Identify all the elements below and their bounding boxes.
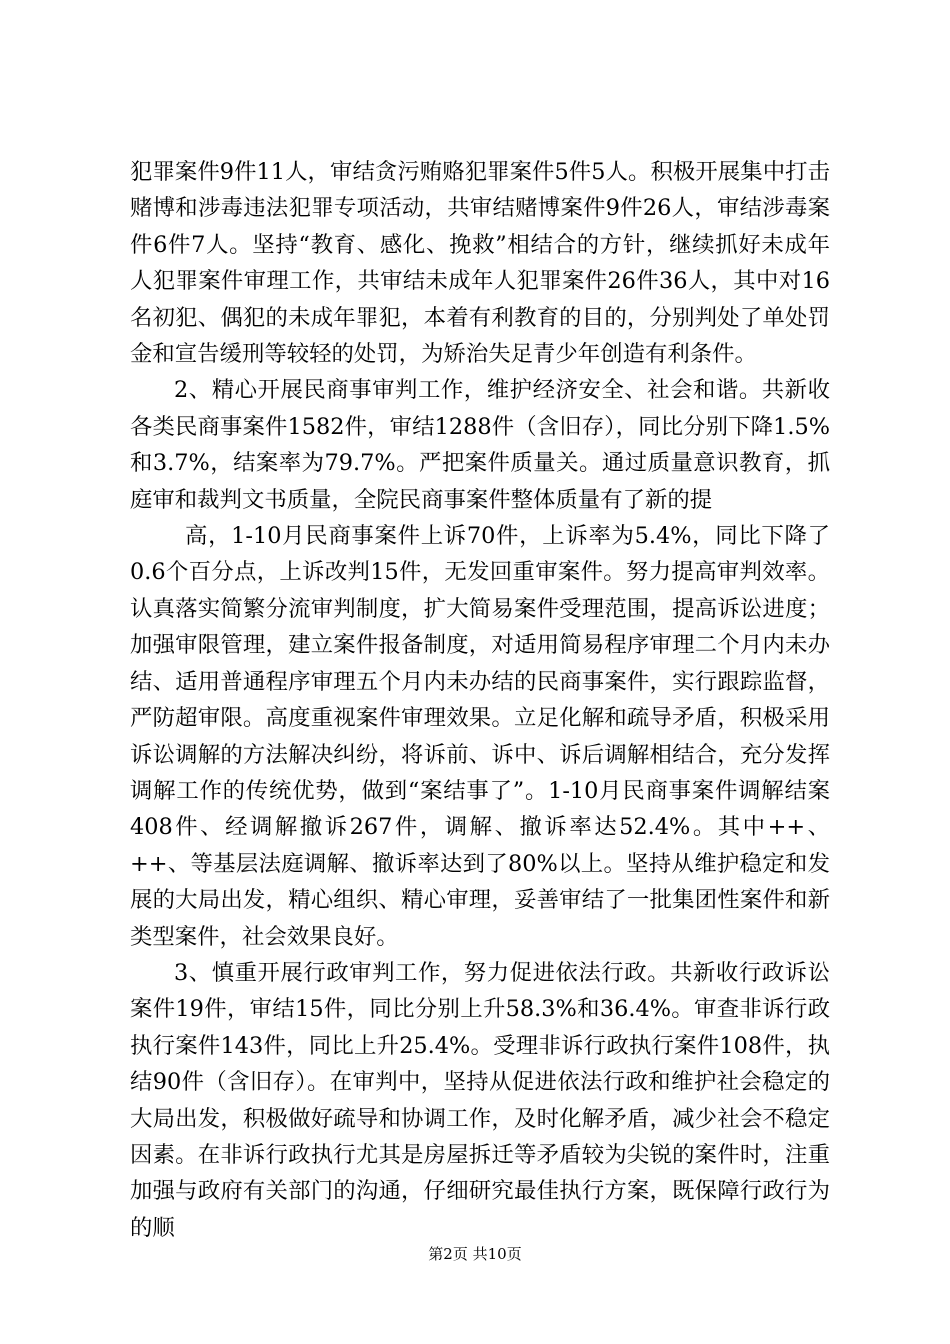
paragraph-civil-commercial-continued: 高，1-10月民商事案件上诉70件，上诉率为5.4%，同比下降了0.6个百分点，上诉改判15件，无发回重审案件。努力提高审判效率。认真落实简繁分流审判制度，扩大简易案件受理范围，提高诉讼进度；加强审限管理，建立案件报备制度，对适用简易程序审理二个月内未办结、适用普通程序审理五个月内未办结的民商事案件，实行跟踪监督，严防超审限。高度重视案件审理效果。立足化解和疏导矛盾，积极采用诉讼调解的方法解决纠纷，将诉前、诉中、诉后调解相结合，充分发挥调解工作的传统优势，做到“案结事了”。1-10月民商事案件调解结案408件、经调解撤诉267件，调解、撤诉率达52.4%。其中++、++、等基层法庭调解、撤诉率达到了80%以上。坚持从维护稳定和发展的大局出发，精心组织、精心审理，妥善审结了一批集团性案件和新类型案件，社会效果良好。 xyxy=(130,523,830,950)
page-number-footer: 第2页 共10页 xyxy=(428,1245,522,1263)
paragraph-administrative: 3、慎重开展行政审判工作，努力促进依法行政。共新收行政诉讼案件19件，审结15件，同比分别上升58.3%和36.4%。审查非诉行政执行案件143件，同比上升25.4%。受理非诉行政执行案件108件，执结90件（含旧存）。在审判中，坚持从促进依法行政和维护社会稳定的大局出发，积极做好疏导和协调工作，及时化解矛盾，减少社会不稳定因素。在非诉行政执行尤其是房屋拆迁等矛盾较为尖锐的案件时，注重加强与政府有关部门的沟通，仔细研究最佳执行方案，既保障行政行为的顺 xyxy=(130,959,830,1241)
document-body xyxy=(130,154,830,1246)
paragraph-civil-commercial: 2、精心开展民商事审判工作，维护经济安全、社会和谐。共新收各类民商事案件1582件，审结1288件（含旧存），同比分别下降1.5%和3.7%，结案率为79.7%。严把案件质量关。通过质量意识教育，抓庭审和裁判文书质量，全院民商事案件整体质量有了新的提 xyxy=(130,377,830,513)
paragraph-criminal-cases: 犯罪案件9件11人，审结贪污贿赂犯罪案件5件5人。积极开展集中打击赌博和涉毒违法犯罪专项活动，共审结赌博案件9件26人，审结涉毒案件6件7人。坚持“教育、感化、挽救”相结合的方针，继续抓好未成年人犯罪案件审理工作，共审结未成年人犯罪案件26件36人，其中对16名初犯、偶犯的未成年罪犯，本着有利教育的目的，分别判处了单处罚金和宣告缓刑等较轻的处罚，为矫治失足青少年创造有利条件。 xyxy=(130,159,830,368)
